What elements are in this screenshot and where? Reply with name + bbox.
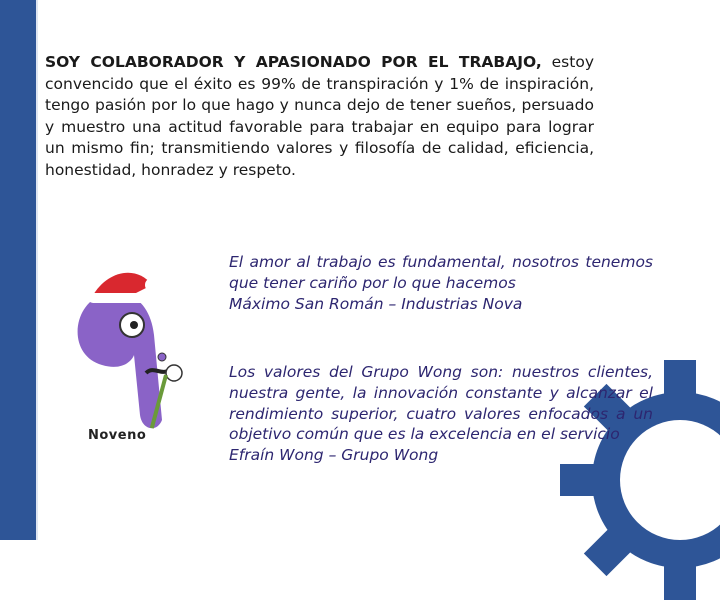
- mascot-nine-icon: [62, 265, 192, 445]
- intro-paragraph: [45, 52, 594, 182]
- quote-text: Los valores del Grupo Wong son: nuestros clientes, nuestra gente, la innovación constante y alcanzar el rendimiento superior, cuatro valores enfocados a un objetivo común que es la excelencia en el servicio: [229, 363, 653, 444]
- quote-block-1: [229, 252, 653, 314]
- intro-lead: SOY COLABORADOR Y APASIONADO POR EL TRABAJO,: [45, 53, 542, 71]
- mascot-label: Noveno: [88, 428, 147, 443]
- intro-text: estoy convencido que el éxito es 99% de transpiración y 1% de inspiración, tengo pasión por lo que hago y nunca dejo de tener sueños, persuado y muestro una actitud favorable para trabajar en equipo para lograr un mismo fin; transmitiendo valores y filosofía de calidad, eficiencia, honestidad, honradez y respeto.: [45, 53, 594, 179]
- left-accent-bar: [0, 0, 36, 540]
- quote-author: Máximo San Román – Industrias Nova: [229, 294, 523, 313]
- quote-author: Efraín Wong – Grupo Wong: [229, 446, 439, 465]
- left-accent-divider: [36, 0, 38, 540]
- quote-block-2: [229, 362, 653, 466]
- quote-text: El amor al trabajo es fundamental, nosotros tenemos que tener cariño por lo que hacemos: [229, 253, 653, 292]
